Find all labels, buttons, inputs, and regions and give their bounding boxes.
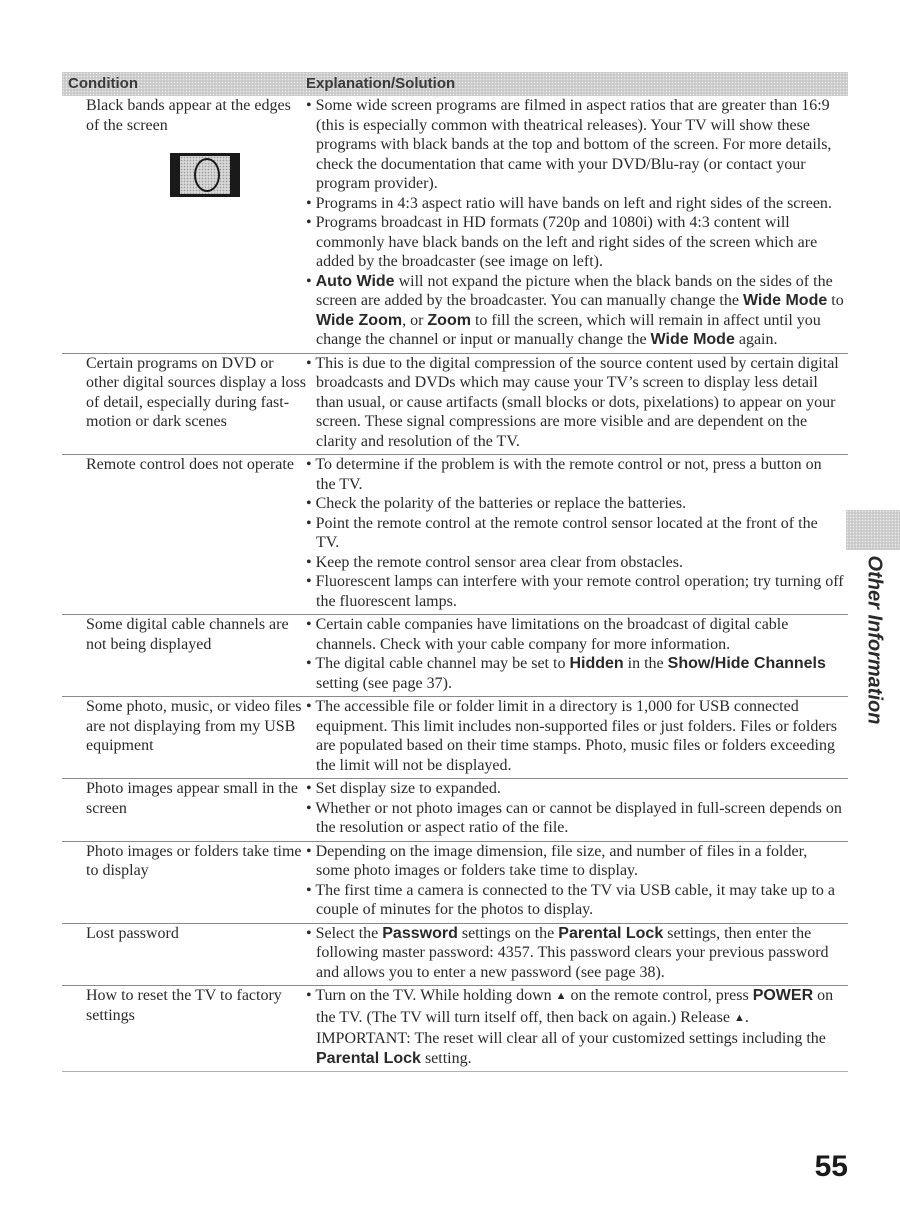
solution-text: Turn on the TV. While holding down — [315, 987, 556, 1004]
setting-name: Wide Mode — [650, 331, 735, 348]
setting-name: Zoom — [427, 311, 471, 329]
solution-text: Programs broadcast in HD formats (720p and 1080i) with 4:3 content will commonly have black bands on the left and right sides of the screen which are added by the broadcaster (see image on left). — [315, 214, 818, 270]
solution-text: . — [744, 1008, 749, 1026]
setting-name: POWER — [752, 987, 814, 1004]
solution-item: • Check the polarity of the batteries or replace the batteries. — [306, 495, 687, 512]
condition-cell — [62, 615, 306, 693]
solution-cell — [306, 986, 848, 1068]
condition-text: How to reset the TV to factory settings — [86, 987, 282, 1024]
solution-item: • Programs in 4:3 aspect ratio will have bands on left and right sides of the screen. — [306, 194, 832, 212]
solution-cell — [306, 697, 848, 775]
solution-cell — [306, 924, 848, 983]
solution-item: • The accessible file or folder limit in a directory is 1,000 for USB connected equipment. This limit includes non-supported files or just folders. Files or folders are populated based on their time stamps. Photo, music files or folders exceeding the limit will not be displayed. — [306, 698, 837, 774]
solution-text: The digital cable channel may be set to — [315, 655, 570, 672]
condition-text: Some digital cable channels are not being displayed — [86, 616, 289, 653]
solution-text: on the remote control, press — [566, 987, 753, 1004]
setting-name: Parental Lock — [316, 1049, 421, 1067]
condition-cell — [62, 924, 306, 983]
condition-text: Certain programs on DVD or other digital sources display a loss of detail, especially during fast-motion or dark scenes — [86, 354, 306, 430]
solution-cell — [306, 842, 848, 920]
section-tab — [846, 510, 900, 550]
condition-cell — [62, 986, 306, 1068]
solution-item: • Some wide screen programs are filmed in aspect ratios that are greater than 16:9 (this is especially common with theatrical releases). Your TV will show these programs with black bands at the top and bottom of the screen. For more details, check the documentation that came with your DVD/Blu-ray (or contact your program provider). — [306, 97, 832, 192]
table-row — [62, 455, 848, 615]
condition-cell — [62, 455, 306, 611]
solution-text: , or — [402, 311, 428, 329]
table-row — [62, 842, 848, 924]
solution-text: The accessible file or folder limit in a directory is 1,000 for USB connected equipment. This limit includes non-supported files or just folders. Files or folders are populated based on their time stamps. Photo, music files or folders exceeding the limit will not be displayed. — [315, 698, 837, 774]
setting-name: Show/Hide Channels — [667, 655, 826, 672]
condition-text: Remote control does not operate — [86, 456, 294, 473]
solution-text: settings on the — [457, 924, 559, 942]
solution-text: to — [827, 292, 844, 309]
condition-text: Some photo, music, or video files are not displaying from my USB equipment — [86, 698, 302, 754]
solution-text: Some wide screen programs are filmed in aspect ratios that are greater than 16:9 (this is especially common with theatrical releases). Your TV will show these programs with black bands at the top and bottom of the screen. For more details, check the documentation that came with your DVD/Blu-ray (or contact your program provider). — [315, 97, 832, 192]
solution-item: • Programs broadcast in HD formats (720p and 1080i) with 4:3 content will commonly have black bands on the left and right sides of the screen which are added by the broadcaster (see image on left). — [306, 214, 818, 270]
solution-cell — [306, 96, 848, 350]
solution-item — [306, 1029, 844, 1068]
tv-black-bands-illustration — [170, 153, 240, 197]
solution-text: This is due to the digital compression of the source content used by certain digital broadcasts and DVDs which may cause your TV’s screen to display less detail than usual, or cause artifacts (small blocks or dots, pixelations) to appear on your screen. These signal compressions are more visible and are dependent on the clarity and resolution of the TV. — [315, 354, 839, 450]
solution-text: Fluorescent lamps can interfere with your remote control operation; try turning off the fluorescent lamps. — [315, 573, 844, 610]
solution-cell — [306, 354, 848, 452]
solution-text: IMPORTANT: The reset will clear all of your customized settings including the — [316, 1030, 826, 1047]
condition-text: Photo images or folders take time to display — [86, 842, 302, 879]
up-arrow-icon: ▲ — [555, 990, 567, 1002]
table-row — [62, 615, 848, 697]
condition-text: Black bands appear at the edges of the screen — [86, 97, 291, 134]
solution-item: • Auto Wide will not expand the picture when the black bands on the sides of the screen are added by the broadcaster. You can manually change the Wide Mode to Wide Zoom, or Zoom to fill the screen, which will remain in affect until you change the channel or input or manually change the Wide Mode again. — [306, 272, 844, 348]
solution-item: • This is due to the digital compression of the source content used by certain digital broadcasts and DVDs which may cause your TV’s screen to display less detail than usual, or cause artifacts (small blocks or dots, pixelations) to appear on your screen. These signal compressions are more visible and are dependent on the clarity and resolution of the TV. — [306, 354, 839, 450]
condition-cell — [62, 697, 306, 775]
condition-cell — [62, 96, 306, 350]
setting-name: Parental Lock — [558, 924, 664, 942]
solution-item: • Point the remote control at the remote control sensor located at the front of the TV. — [306, 514, 818, 551]
table-header — [62, 72, 848, 96]
solution-text: Programs in 4:3 aspect ratio will have bands on left and right sides of the screen. — [315, 194, 832, 212]
solution-text: To determine if the problem is with the remote control or not, press a button on the TV. — [315, 456, 822, 493]
solution-item: • Select the Password settings on the Parental Lock settings, then enter the following master password: 4357. This password clears your previous password and allows you to enter a new password (see page 38). — [306, 924, 829, 981]
table-row — [62, 354, 848, 456]
solution-text: setting. — [420, 1049, 472, 1067]
solution-text: to fill the screen, which will remain in affect until you change the channel or input or manually change the — [316, 311, 821, 348]
solution-item: • Turn on the TV. While holding down ▲ on the remote control, press POWER on the TV. (The TV will turn itself off, then back on again.) Release ▲. — [306, 987, 834, 1026]
setting-name: Hidden — [569, 655, 624, 672]
solution-item: • Whether or not photo images can or cannot be displayed in full-screen depends on the resolution or aspect ratio of the file. — [306, 799, 842, 836]
solution-text: Set display size to expanded. — [315, 780, 501, 797]
solution-text: will not expand the picture when the black bands on the sides of the screen are added by the broadcaster. You can manually change the — [316, 272, 833, 309]
section-label: Other Information — [863, 555, 886, 725]
solution-text: Depending on the image dimension, file size, and number of files in a folder, some photo images or folders take time to display. — [315, 842, 808, 879]
table-row — [62, 96, 848, 354]
solution-cell — [306, 615, 848, 693]
condition-text: Lost password — [86, 924, 179, 942]
solution-text: Whether or not photo images can or cannot be displayed in full-screen depends on the resolution or aspect ratio of the file. — [315, 799, 842, 836]
solution-item: • The first time a camera is connected to the TV via USB cable, it may take up to a couple of minutes for the photos to display. — [306, 881, 835, 918]
table-row — [62, 986, 848, 1072]
solution-item: • To determine if the problem is with the remote control or not, press a button on the TV. — [306, 456, 822, 493]
table-row — [62, 697, 848, 779]
table-body — [62, 96, 848, 1072]
up-arrow-icon: ▲ — [733, 1011, 745, 1024]
solution-item: • Set display size to expanded. — [306, 780, 501, 797]
solution-text: Certain cable companies have limitations on the broadcast of digital cable channels. Check with your cable company for more information. — [315, 616, 789, 653]
solution-item: • Keep the remote control sensor area clear from obstacles. — [306, 553, 683, 571]
solution-text: Keep the remote control sensor area clear from obstacles. — [315, 553, 683, 571]
solution-text: setting (see page 37). — [316, 674, 452, 692]
page-number: 55 — [814, 1150, 848, 1183]
troubleshooting-table — [62, 72, 848, 1072]
solution-item: • Depending on the image dimension, file size, and number of files in a folder, some photo images or folders take time to display. — [306, 842, 808, 879]
header-explanation: Explanation/Solution — [306, 75, 456, 92]
condition-text: Photo images appear small in the screen — [86, 780, 298, 817]
solution-item: • Fluorescent lamps can interfere with your remote control operation; try turning off the fluorescent lamps. — [306, 573, 844, 610]
setting-name: Auto Wide — [315, 272, 395, 290]
table-row — [62, 924, 848, 987]
condition-cell — [62, 354, 306, 452]
header-condition: Condition — [68, 75, 138, 92]
solution-text: in the — [623, 655, 668, 672]
solution-text: Point the remote control at the remote control sensor located at the front of the TV. — [315, 514, 818, 551]
condition-cell — [62, 779, 306, 838]
solution-cell — [306, 779, 848, 838]
solution-item: • The digital cable channel may be set to Hidden in the Show/Hide Channels setting (see page 37). — [306, 655, 826, 692]
table-row — [62, 779, 848, 842]
setting-name: Wide Zoom — [316, 311, 403, 329]
condition-cell — [62, 842, 306, 920]
setting-name: Password — [382, 924, 458, 942]
solution-text: Check the polarity of the batteries or replace the batteries. — [315, 495, 687, 512]
solution-item: • Certain cable companies have limitations on the broadcast of digital cable channels. Check with your cable company for more information. — [306, 616, 789, 653]
solution-text: again. — [734, 331, 778, 348]
solution-text: The first time a camera is connected to the TV via USB cable, it may take up to a couple of minutes for the photos to display. — [315, 881, 835, 918]
setting-name: Wide Mode — [742, 292, 828, 309]
solution-text: Select the — [315, 924, 383, 942]
solution-text: on the TV. (The TV will turn itself off, then back on again.) Release — [316, 987, 834, 1026]
solution-cell — [306, 455, 848, 611]
solution-text: settings, then enter the following master password: 4357. This password clears your previous password and allows you to enter a new password (see page 38). — [316, 924, 829, 981]
